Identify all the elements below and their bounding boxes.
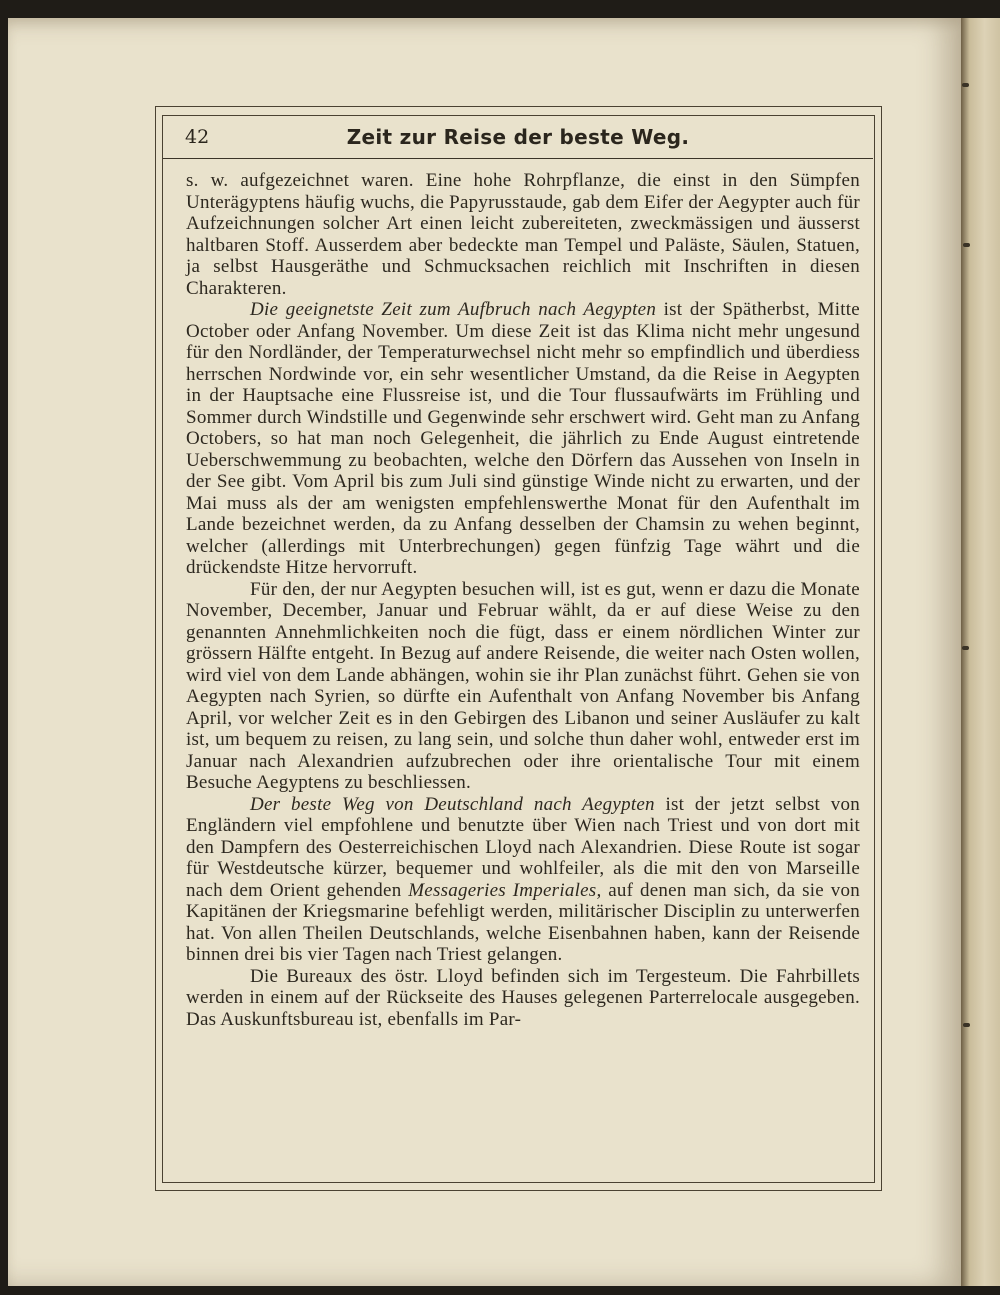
binding-mark xyxy=(963,1023,970,1027)
section-lead: Die geeignetste Zeit zum Aufbruch nach Aegypten xyxy=(250,299,657,320)
right-page-edge xyxy=(961,18,1000,1286)
binding-mark xyxy=(962,646,969,650)
paragraph-text-tail: auf denen man sich, da sie von Kapitänen der Kriegsmarine befehligt werden, militärischer Disciplin zu unterwerfen hat. Von allen Theilen Deutschlands, welche Eisenbahnen haben, kann der Reisende binnen drei bis vier Tagen nach Triest gelangen. xyxy=(186,879,860,965)
page-number: 42 xyxy=(185,126,210,148)
binding-mark xyxy=(963,243,970,247)
binding-mark xyxy=(962,83,969,87)
paragraph xyxy=(186,579,860,794)
paragraph xyxy=(186,966,860,1031)
paragraph-text: ist der jetzt selbst von Engländern viel empfohlene und benutzte über Wien nach Triest und von dort mit den Dampfern des Oesterreichischen Lloyd nach Alexandrien. Diese Route ist sogar für Westdeutsche kürzer, bequemer und wohlfeiler, als die mit den von Marseille nach dem Orient gehenden xyxy=(186,793,860,901)
running-head: Zeit zur Reise der beste Weg. xyxy=(346,125,690,149)
paragraph-text: s. w. aufgezeichnet waren. Eine hohe Rohrpflanze, die einst in den Sümpfen Unterägyptens häufig wuchs, die Papyrusstaude, gab dem Eifer der Aegypter auch für Aufzeichnungen solcher Art einen leicht zubereiteten, zweckmässigen und äusserst haltbaren Stoff. Ausserdem aber bedeckte man Tempel und Paläste, Säulen, Statuen, ja selbst Hausgeräthe und Schmucksachen reichlich mit Inschriften in diesen Charakteren. xyxy=(186,170,860,299)
body-text xyxy=(186,170,860,1030)
paragraph xyxy=(186,794,860,966)
inline-emphasis: Messageries Imperiales, xyxy=(408,879,602,901)
paragraph-text: Die Bureaux des östr. Lloyd befinden sich im Tergesteum. Die Fahrbillets werden in einem auf der Rückseite des Hauses gelegenen Parterrelocale ausgegeben. Das Auskunftsbureau ist, ebenfalls im Par- xyxy=(186,965,860,1030)
section-lead: Der beste Weg von Deutschland nach Aegypten xyxy=(250,793,655,815)
page-header xyxy=(163,116,873,159)
paragraph xyxy=(186,299,860,579)
paragraph-text: ist der Spätherbst, Mitte October oder Anfang November. Um diese Zeit ist das Klima nicht mehr ungesund für den Nordländer, der Temperaturwechsel nicht mehr so empfindlich und überdiess herrschen Nordwinde vor, ein sehr wesentlicher Umstand, da die Reise in Aegypten in der Hauptsache eine Flussreise ist, und die Tour flussaufwärts im Frühling und Sommer durch Windstille und Gegenwinde sehr erschwert wird. Geht man zu Anfang Octobers, so hat man noch Gelegenheit, die jährlich zu Ende August eintretende Ueberschwemmung zu beobachten, welche den Dörfern das Aussehen von Inseln in der See gibt. Vom April bis zum Juli sind günstige Winde nicht zu erwarten, und der Mai muss als der am wenigsten empfehlenswerthe Monat für den Aufenthalt im Lande bezeichnet werden, da zu Anfang desselben der Chamsin zu wehen beginnt, welcher (allerdings mit Unterbrechungen) gegen fünfzig Tage währt und die drückendste Hitze hervorruft. xyxy=(186,299,860,578)
paragraph xyxy=(186,170,860,299)
paragraph-text: Für den, der nur Aegypten besuchen will, ist es gut, wenn er dazu die Monate November, December, Januar und Februar wählt, da er auf diese Weise zu den genannten Annehmlichkeiten noch die fügt, dass er einem nördlichen Winter zur grössern Hälfte entgeht. In Bezug auf andere Reisende, die weiter nach Osten wollen, wird viel von dem Lande abhängen, wohin sie ihr Plan zunächst führt. Gehen sie von Aegypten nach Syrien, so dürfte ein Aufenthalt von Anfang November bis Anfang April, vor welcher Zeit es in den Gebirgen des Libanon und seiner Ausläufer zu kalt ist, um bequem zu reisen, zu lang sein, und solche thun daher wohl, entweder erst im Januar nach Alexandrien aufzubrechen oder ihre orientalische Tour mit einem Besuche Aegyptens zu beschliessen. xyxy=(186,578,860,793)
